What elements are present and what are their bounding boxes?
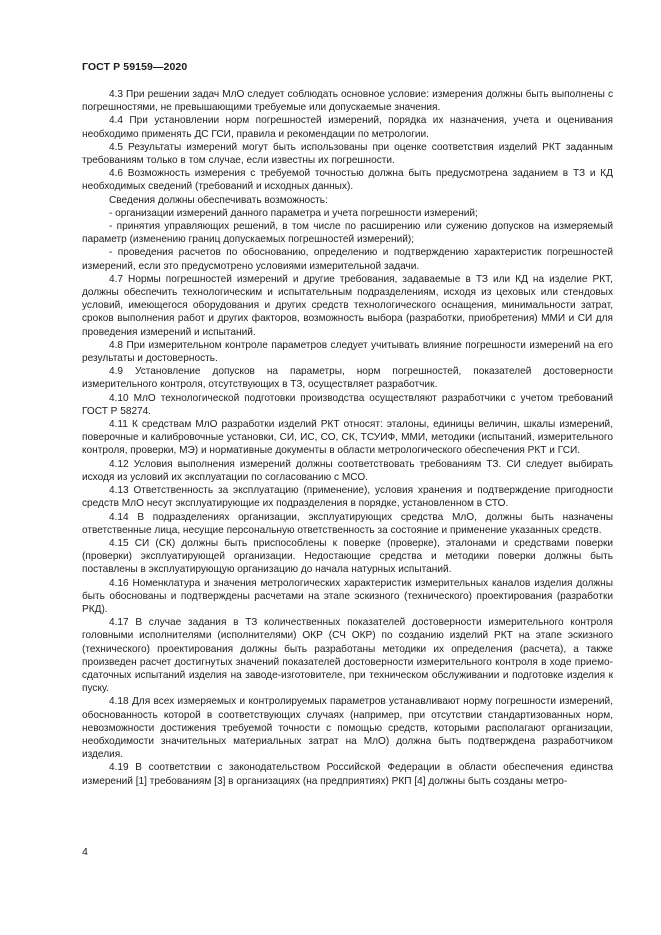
paragraph-requirements-intro: Сведения должны обеспечивать возможность: xyxy=(109,194,328,206)
paragraph-4-3: 4.3 При решении задач МлО следует соблюдать основное условие: измерения должны быть выполнены с погрешностями, не превышающими требуемые или допускаемые значения. xyxy=(82,89,613,114)
paragraph-4-18: 4.18 Для всех измеряемых и контролируемых параметров устанавливают норму погрешности измерений, обоснованность которой в соответствующих случаях (например, при отсутствии стандартизованных норм, невозможности достижения требуемой точности с помощью средств, которыми располагают организации, необходимости значительных материальных затрат на МлО) должна быть подтверждена разработчиком изделия. xyxy=(82,696,613,761)
paragraph-4-7: 4.7 Нормы погрешностей измерений и другие требования, задаваемые в ТЗ или КД на изделие РКТ, должны обеспечить технологическим и испытательным подразделениям, исходя из цеховых или стендовых условий, имеющегося оборудования и других средств технологического оснащения, минимальности затрат, сроков выполнения работ и других факторов, возможность выбора (разработки, приобретения) ММИ и СИ для проведения измерений и испытаний. xyxy=(82,273,613,338)
paragraph-4-16: 4.16 Номенклатура и значения метрологических характеристик измерительных каналов изделия должны быть обоснованы и подтверждены расчетами на этапе эскизного (технического) проектирования (разработки РКД). xyxy=(82,577,613,615)
paragraph-4-12: 4.12 Условия выполнения измерений должны соответствовать требованиям ТЗ. СИ следует выбирать исходя из условий их эксплуатации по согласованию с МСО. xyxy=(82,458,613,483)
paragraph-4-15: 4.15 СИ (СК) должны быть приспособлены к поверке (проверке), эталонами и средствами поверки (проверки) эксплуатирующей организации. Недостающие средства и методики поверки должны быть поставлены в эксплуатирующую организацию до начала натурных испытаний. xyxy=(82,537,613,576)
page-number: 4 xyxy=(82,846,88,858)
document-body xyxy=(82,88,613,788)
paragraph-4-19: 4.19 В соответствии с законодательством Российской Федерации в области обеспечения единства измерений [1] требованиям [3] в организациях (на предприятиях) РКП [4] должны быть созданы метро- xyxy=(82,762,613,787)
paragraph-4-5: 4.5 Результаты измерений могут быть использованы при оценке соответствия изделий РКТ заданным требованиям только в том случае, если известны их погрешности. xyxy=(82,141,613,167)
list-item-calculations: - проведения расчетов по обоснованию, определению и подтверждению характеристик погрешностей измерений, если это предусмотрено условиями измерительной задачи. xyxy=(82,247,613,272)
paragraph-4-9: 4.9 Установление допусков на параметры, норм погрешностей, показателей достоверности измерительного контроля, отсутствующих в ТЗ, осуществляет разработчик. xyxy=(82,366,613,391)
paragraph-4-13: 4.13 Ответственность за эксплуатацию (применение), условия хранения и подтверждение пригодности средств МлО несут эксплуатирующие их подразделения в порядке, установленном в СТО. xyxy=(82,485,613,510)
list-item-decisions: - принятия управляющих решений, в том числе по расширению или сужению допусков на измеряемый параметр (изменению границ допускаемых погрешностей измерений); xyxy=(82,221,613,246)
document-header: ГОСТ Р 59159—2020 xyxy=(82,61,188,73)
paragraph-4-6: 4.6 Возможность измерения с требуемой точностью должна быть предусмотрена заданием в ТЗ и КД необходимых сведений (требований и исходных данных). xyxy=(82,168,613,193)
paragraph-4-14: 4.14 В подразделениях организации, эксплуатирующих средства МлО, должны быть назначены ответственные лица, несущие персональную ответственность за состояние и применение указанных средств. xyxy=(82,511,613,536)
paragraph-4-17: 4.17 В случае задания в ТЗ количественных показателей достоверности измерительного контроля головными исполнителями (исполнителями) ОКР (СЧ ОКР) по созданию изделий РКТ на этапе эскизного (технического) проектирования должны быть разработаны методики их определения (расчета), а также произведен расчет достигнутых значений показателей достоверности измерительного контроля в ходе приемо-сдаточных испытаний изделия на заводе-изготовителе, при техническом обслуживании и подготовке изделия к пуску. xyxy=(82,617,613,695)
paragraph-4-8: 4.8 При измерительном контроле параметров следует учитывать влияние погрешности измерений на его результаты и достоверность. xyxy=(82,339,613,365)
paragraph-4-10: 4.10 МлО технологической подготовки производства осуществляют разработчики с учетом требований ГОСТ Р 58274. xyxy=(82,392,613,417)
list-item-organization: - организации измерений данного параметра и учета погрешности измерений; xyxy=(109,207,478,219)
paragraph-4-4: 4.4 При установлении норм погрешностей измерений, порядка их назначения, учета и оценивания необходимо применять ДС ГСИ, правила и рекомендации по метрологии. xyxy=(82,115,613,140)
paragraph-4-11: 4.11 К средствам МлО разработки изделий РКТ относят: эталоны, единицы величин, шкалы измерений, поверочные и калибровочные установки, СИ, ИС, СО, СК, ТСУИФ, ММИ, методики (испытаний, измерительного контроля, проверки, МЭ) и нормативные документы в области метрологического обеспечения РКТ и ГСИ. xyxy=(82,419,613,457)
